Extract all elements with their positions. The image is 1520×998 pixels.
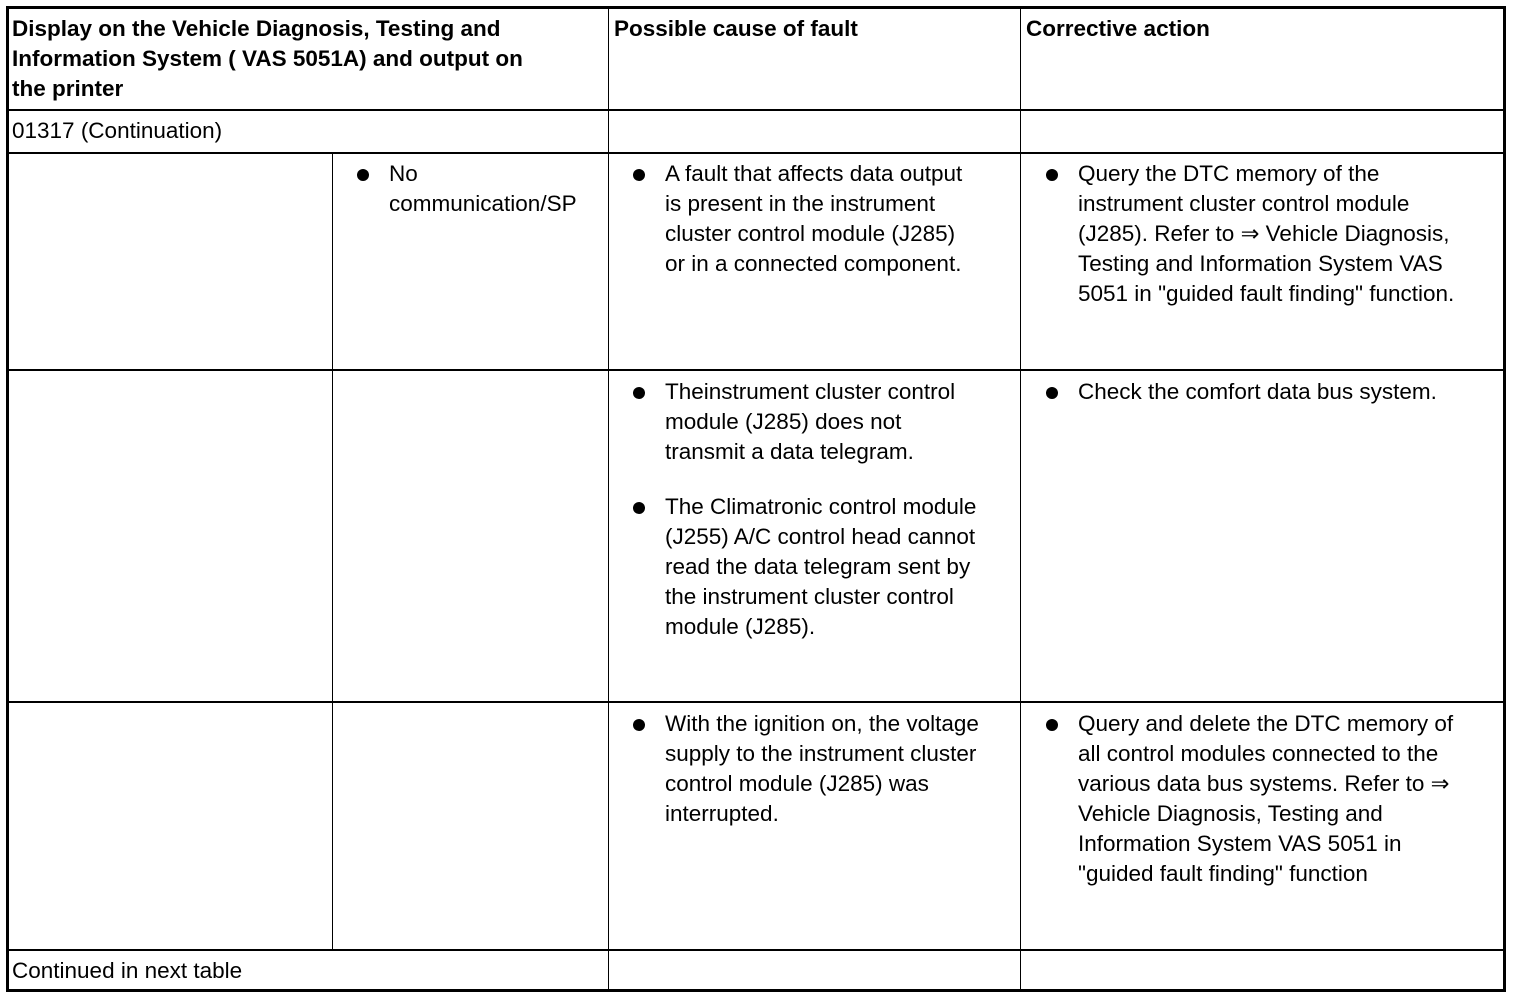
cause-text: A fault that affects data output is present in the instrument cluster control module (J285) or in a connected component. — [665, 161, 963, 276]
cause-bullet-item — [633, 377, 1019, 477]
bullet-dot-icon — [633, 719, 645, 731]
header-display: Display on the Vehicle Diagnosis, Testing and Information System ( VAS 5051A) and output on the printer — [12, 16, 523, 101]
section-title: 01317 (Continuation) — [12, 118, 223, 143]
row-divider — [9, 152, 1503, 154]
column-divider — [332, 152, 333, 949]
action-bullet-item — [1046, 159, 1506, 319]
bullet-dot-icon — [633, 502, 645, 514]
row-divider — [9, 109, 1503, 111]
header-cause: Possible cause of fault — [614, 16, 858, 41]
action-text: Query and delete the DTC memory of all control modules connected to the various data bus systems. Refer to ⇒ Vehicle Diagnosis, Testing and Information System VAS 5051 in "guided fault finding" function — [1078, 711, 1454, 886]
action-text: Query the DTC memory of the instrument cluster control module (J285). Refer to ⇒ Vehicle Diagnosis, Testing and Information System VAS 5051 in "guided fault finding" function. — [1078, 161, 1455, 306]
continuation-note: Continued in next table — [12, 958, 243, 983]
cause-bullet-item — [633, 159, 1019, 289]
action-text: Check the comfort data bus system. — [1078, 379, 1437, 404]
cause-text: Theinstrument cluster control module (J285) does not transmit a data telegram. — [665, 379, 956, 464]
action-bullet-item — [1046, 377, 1506, 417]
cause-bullet-item — [633, 709, 1019, 839]
bullet-dot-icon — [1046, 719, 1058, 731]
display-bullet-item — [357, 159, 607, 229]
row-divider — [9, 701, 1503, 703]
row-divider — [9, 369, 1503, 371]
action-bullet-item — [1046, 709, 1506, 899]
display-text: No communication/SP — [389, 161, 577, 216]
bullet-dot-icon — [633, 387, 645, 399]
header-action: Corrective action — [1026, 16, 1210, 41]
column-divider — [1020, 9, 1021, 992]
bullet-dot-icon — [1046, 387, 1058, 399]
fault-table — [6, 6, 1506, 992]
row-divider — [9, 949, 1503, 951]
column-divider — [608, 9, 609, 992]
bullet-dot-icon — [357, 169, 369, 181]
cause-text: With the ignition on, the voltage supply to the instrument cluster control module (J285) was interrupted. — [665, 711, 979, 826]
cause-bullet-item — [633, 492, 1019, 652]
cause-text: The Climatronic control module (J255) A/C control head cannot read the data telegram sent by the instrument cluster control module (J285). — [665, 494, 977, 639]
bullet-dot-icon — [1046, 169, 1058, 181]
bullet-dot-icon — [633, 169, 645, 181]
